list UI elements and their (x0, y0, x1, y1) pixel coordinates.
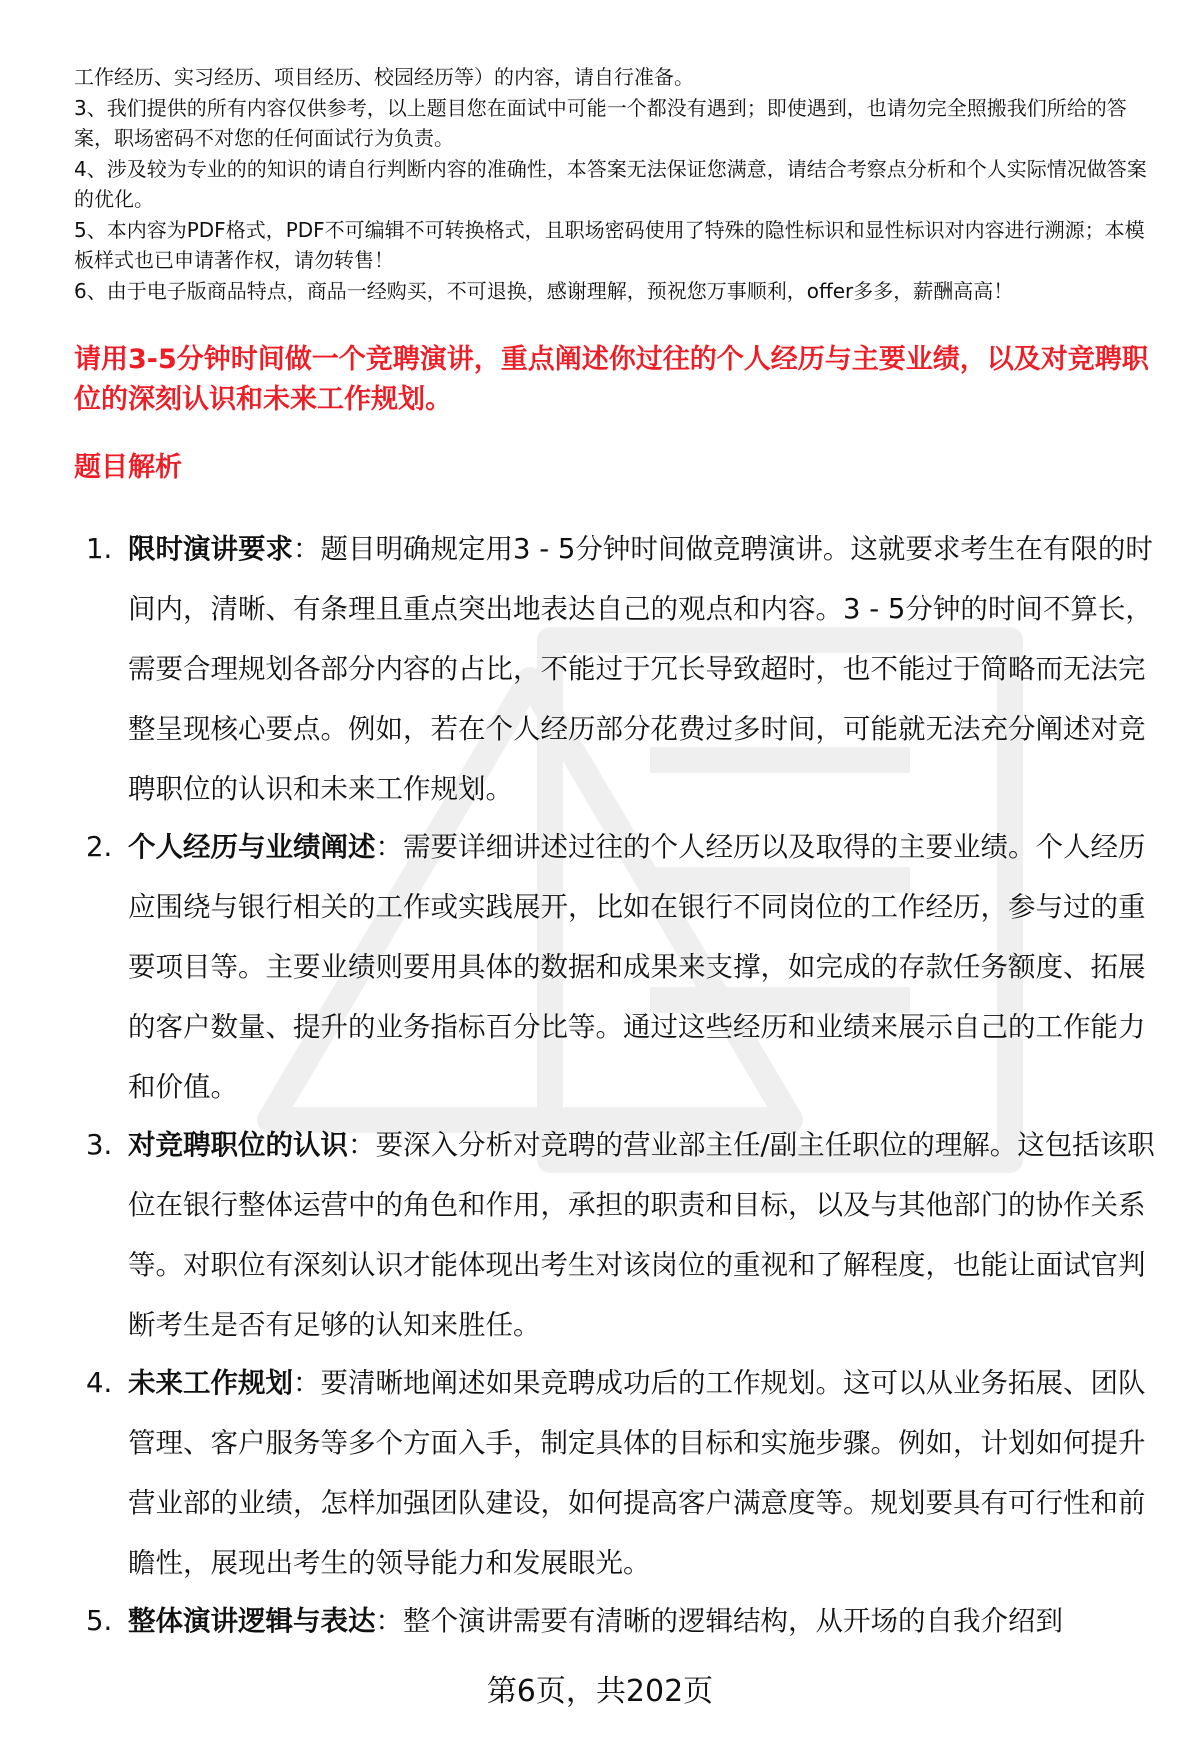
notice-list (74, 62, 1154, 306)
analysis-heading: 题目解析 (74, 452, 182, 483)
item-body (128, 519, 1163, 819)
item-text: ：需要详细讲述过往的个人经历以及取得的主要业绩。个人经历应围绕与银行相关的工作或实践展开，比如在银行不同岗位的工作经历，参与过的重要项目等。主要业绩则要用具体的数据和成果来支撑，如完成的存款任务额度、拓展的客户数量、提升的业务指标百分比等。通过这些经历和业绩来展示自己的工作能力和价值。 (128, 831, 1146, 1103)
item-number: 1. (86, 533, 113, 565)
notice-line: 6、由于电子版商品特点，商品一经购买，不可退换，感谢理解，预祝您万事顺利，offer多多，薪酬高高！ (74, 278, 1014, 303)
item-text: ：整个演讲需要有清晰的逻辑结构，从开场的自我介绍到 (375, 1605, 1063, 1637)
item-body (128, 817, 1163, 1117)
item-term: 整体演讲逻辑与表达 (128, 1605, 376, 1637)
item-term: 个人经历与业绩阐述 (128, 831, 376, 863)
item-body (128, 1115, 1163, 1355)
item-body (128, 1353, 1163, 1593)
item-body (128, 1591, 1163, 1651)
item-number: 3. (86, 1129, 113, 1161)
item-text: ：要清晰地阐述如果竞聘成功后的工作规划。这可以从业务拓展、团队管理、客户服务等多个方面入手，制定具体的目标和实施步骤。例如，计划如何提升营业部的业绩，怎样加强团队建设，如何提高客户满意度等。规划要具有可行性和前瞻性，展现出考生的领导能力和发展眼光。 (128, 1367, 1146, 1579)
item-term: 对竞聘职位的认识 (128, 1129, 348, 1161)
notice-line: 工作经历、实习经历、项目经历、校园经历等）的内容，请自行准备。 (74, 65, 694, 89)
item-text: ：题目明确规定用3 - 5分钟时间做竞聘演讲。这就要求考生在有限的时间内，清晰、有条理且重点突出地表达自己的观点和内容。3 - 5分钟的时间不算长，需要合理规划各部分内容的占比，不能过于冗长导致超时，也不能过于简略而无法完整呈现核心要点。例如，若在个人经历部分花费过多时间，可能就无法充分阐述对竞聘职位的认识和未来工作规划。 (128, 533, 1153, 805)
item-term: 限时演讲要求 (128, 533, 293, 565)
page-number: 第6页，共202页 (486, 1674, 714, 1709)
item-term: 未来工作规划 (128, 1367, 293, 1399)
notice-line: 4、涉及较为专业的的知识的请自行判断内容的准确性，本答案无法保证您满意，请结合考察点分析和个人实际情况做答案的优化。 (74, 156, 1147, 211)
item-number: 2. (86, 831, 113, 863)
item-text: ：要深入分析对竞聘的营业部主任/副主任职位的理解。这包括该职位在银行整体运营中的角色和作用，承担的职责和目标，以及与其他部门的协作关系等。对职位有深刻认识才能体现出考生对该岗位的重视和了解程度，也能让面试官判断考生是否有足够的认知来胜任。 (128, 1129, 1155, 1341)
interview-question: 请用3-5分钟时间做一个竞聘演讲，重点阐述你过往的个人经历与主要业绩，以及对竞聘职位的深刻认识和未来工作规划。 (74, 344, 1149, 415)
notice-line: 5、本内容为PDF格式，PDF不可编辑不可转换格式，且职场密码使用了特殊的隐性标识和显性标识对内容进行溯源；本模板样式也已申请著作权，请勿转售！ (74, 217, 1145, 272)
item-number: 5. (86, 1605, 113, 1637)
notice-line: 3、我们提供的所有内容仅供参考，以上题目您在面试中可能一个都没有遇到；即使遇到，也请勿完全照搬我们所给的答案，职场密码不对您的任何面试行为负责。 (74, 95, 1127, 150)
item-number: 4. (86, 1367, 113, 1399)
